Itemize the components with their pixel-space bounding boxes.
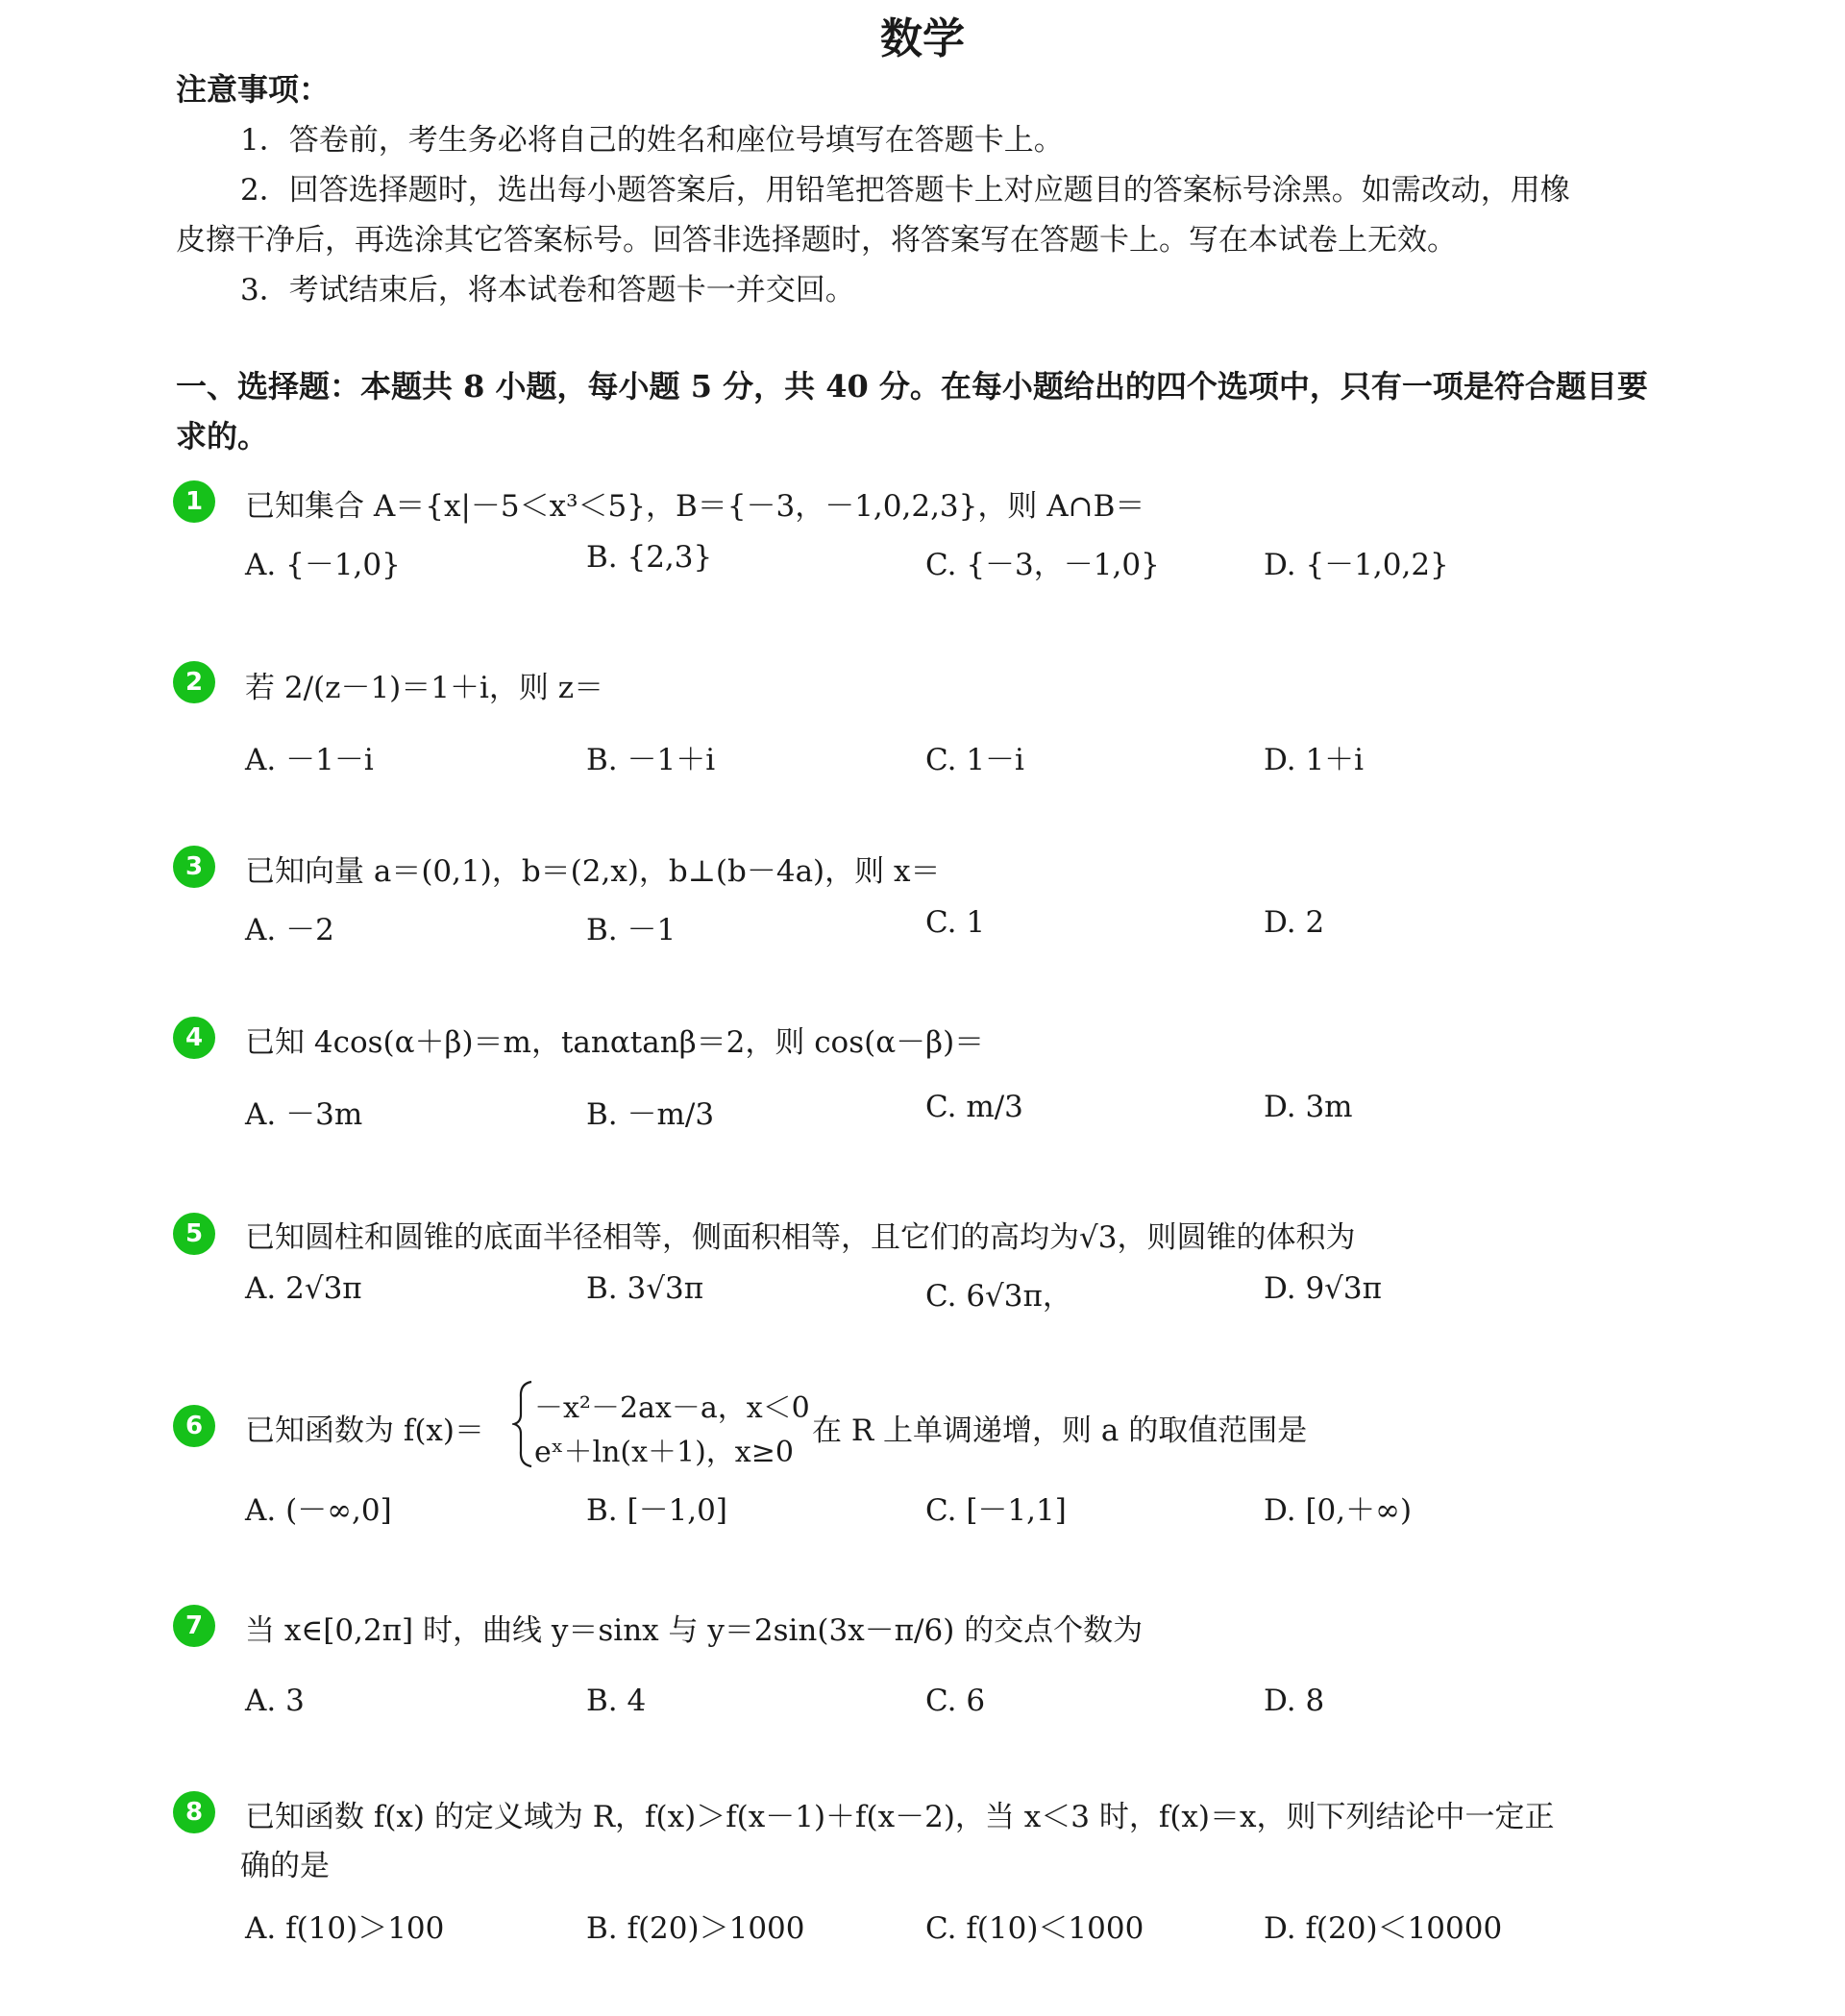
option-c: C. m/3 [925,1090,1023,1124]
question-number-badge: 7 [173,1605,215,1647]
question-stem-prefix: 已知函数为 f(x)＝ [245,1414,484,1448]
question-stem: 已知集合 A＝{x|－5＜x³＜5}，B＝{－3，－1,0,2,3}，则 A∩B＝ [245,489,1145,524]
option-a: A. 3 [245,1684,305,1718]
option-d: D. {－1,0,2} [1264,548,1449,582]
option-c: C. 1 [925,905,986,940]
option-b: B. {2,3} [586,540,713,575]
question-number-badge: 1 [173,480,215,523]
option-b: B. －1 [586,913,676,947]
notice-item-2-line-2: 皮擦干净后，再选涂其它答案标号。回答非选择题时，将答案写在答题卡上。写在本试卷上无效。 [176,223,1457,258]
option-c: C. 6 [925,1684,986,1718]
option-b: B. 3√3π [586,1271,704,1306]
question-number-badge: 2 [173,661,215,703]
notice-heading: 注意事项： [176,71,331,108]
option-b: B. [－1,0] [586,1493,727,1528]
option-a: A. 2√3π [245,1271,362,1306]
page-title: 数学 [880,14,965,63]
option-a: A. {－1,0} [245,548,401,582]
option-d: D. 9√3π [1264,1271,1383,1306]
question-number-badge: 8 [173,1791,215,1833]
option-d: D. 8 [1264,1684,1325,1718]
option-b: B. －m/3 [586,1097,715,1132]
option-d: D. 2 [1264,905,1325,940]
question-stem: 若 2/(z－1)＝1＋i，则 z＝ [245,671,604,705]
option-d: D. 1＋i [1264,743,1365,777]
notice-item-3: 3．考试结束后，将本试卷和答题卡一并交回。 [240,273,855,307]
question-stem: 已知函数 f(x) 的定义域为 R，f(x)＞f(x－1)＋f(x－2)，当 x＜3 时，f(x)＝x，则下列结论中一定正 [245,1800,1555,1834]
option-d: D. [0,＋∞) [1264,1493,1413,1528]
option-b: B. －1＋i [586,743,716,777]
section-heading: 一、选择题：本题共 8 小题，每小题 5 分，共 40 分。在每小题给出的四个选项中，只有一项是符合题目要求的。 [176,368,1648,455]
question-number-badge: 4 [173,1017,215,1059]
piecewise-case-1: －x²－2ax－a，x＜0 [534,1391,810,1425]
question-stem: 当 x∈[0,2π] 时，曲线 y＝sinx 与 y＝2sin(3x－π/6) 的交点个数为 [245,1613,1144,1648]
question-stem-line-2: 确的是 [240,1849,330,1883]
option-b: B. f(20)＞1000 [586,1911,805,1946]
question-stem: 已知 4cos(α＋β)＝m，tanαtanβ＝2，则 cos(α－β)＝ [245,1025,985,1060]
question-number-badge: 3 [173,846,215,888]
question-stem-suffix: 在 R 上单调递增，则 a 的取值范围是 [812,1414,1308,1448]
piecewise-brace [512,1380,533,1468]
piecewise-case-2: eˣ＋ln(x＋1)，x≥0 [534,1436,794,1469]
notice-item-1: 1．答卷前，考生务必将自己的姓名和座位号填写在答题卡上。 [240,123,1064,158]
option-a: A. －3m [245,1097,363,1132]
notice-item-2-line-1: 2．回答选择题时，选出每小题答案后，用铅笔把答题卡上对应题目的答案标号涂黑。如需改动，用橡 [240,173,1570,208]
option-a: A. (－∞,0] [245,1493,392,1528]
option-c: C. [－1,1] [925,1493,1067,1528]
option-a: A. f(10)＞100 [245,1911,445,1946]
option-c: C. 1－i [925,743,1024,777]
option-c: C. 6√3π， [925,1279,1072,1314]
option-d: D. f(20)＜10000 [1264,1911,1503,1946]
option-c: C. f(10)＜1000 [925,1911,1144,1946]
option-d: D. 3m [1264,1090,1353,1124]
option-a: A. －1－i [245,743,374,777]
option-b: B. 4 [586,1684,647,1718]
option-c: C. {－3，－1,0} [925,548,1160,582]
question-number-badge: 6 [173,1405,215,1447]
question-stem: 已知向量 a＝(0,1)，b＝(2,x)，b⊥(b－4a)，则 x＝ [245,854,941,889]
question-number-badge: 5 [173,1213,215,1255]
option-a: A. －2 [245,913,334,947]
question-stem: 已知圆柱和圆锥的底面半径相等，侧面积相等，且它们的高均为√3，则圆锥的体积为 [245,1220,1356,1255]
